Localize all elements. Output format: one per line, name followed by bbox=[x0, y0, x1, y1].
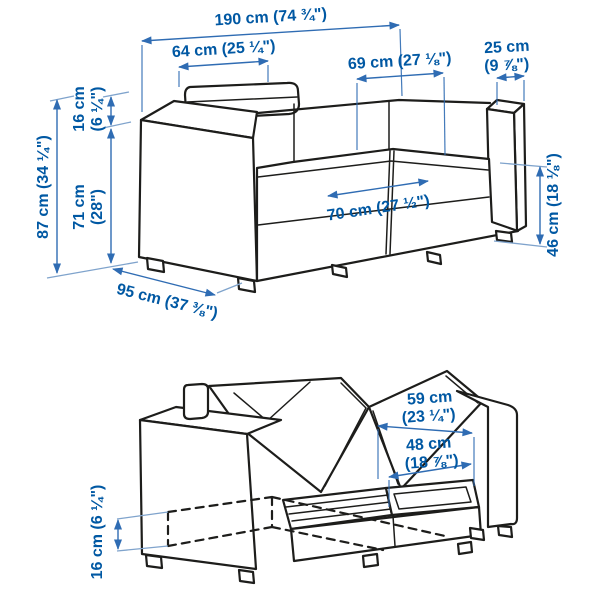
extension-tick bbox=[494, 241, 547, 247]
sofa-closed-view-art bbox=[139, 83, 526, 292]
dim-total-height-label: 87 cm (34 ¼") bbox=[35, 135, 52, 239]
sofa-open-storage-view-art bbox=[140, 371, 517, 583]
extension-tick bbox=[103, 92, 129, 97]
dim-storage-interior-width-label-line2: (18 ⅞") bbox=[404, 452, 460, 473]
left-armrest-front-face bbox=[139, 120, 257, 281]
dim-total-depth-label: 95 cm (37 ⅜") bbox=[114, 280, 220, 323]
dim-line-headrest-width bbox=[179, 61, 268, 67]
dim-headrest-height-label-line1: 16 cm bbox=[71, 86, 88, 132]
left-armrest-foot bbox=[146, 555, 162, 568]
storage-foot bbox=[458, 542, 472, 554]
dim-armrest-height-label-line1: 71 cm bbox=[71, 184, 88, 230]
dim-seat-module-width-label: 69 cm (27 ⅛") bbox=[347, 49, 452, 74]
headrest bbox=[184, 384, 208, 419]
right-armrest-foot bbox=[498, 526, 512, 537]
dim-storage-lid-width-label-line1: 59 cm bbox=[406, 388, 453, 409]
dim-seat-height-label: 46 cm (18 ⅛") bbox=[545, 153, 562, 257]
dim-storage-interior-width-label-line1: 48 cm bbox=[405, 434, 452, 455]
right-armrest-foot bbox=[470, 528, 484, 540]
seat-foot bbox=[332, 265, 347, 277]
dim-storage-height-label: 16 cm (6 ¼") bbox=[89, 484, 106, 580]
dim-seat-depth-label: 70 cm (27 ½") bbox=[325, 192, 431, 225]
dim-headrest-width-label: 64 cm (25 ¼") bbox=[171, 37, 276, 62]
storage-foot bbox=[363, 554, 378, 567]
floor-reference-line bbox=[47, 262, 138, 278]
dim-armrest-width-label-line1: 25 cm bbox=[483, 37, 530, 58]
dim-line-armrest-width bbox=[497, 76, 524, 78]
seat-foot bbox=[427, 252, 441, 264]
dim-storage-lid-width-label-line2: (23 ¼") bbox=[401, 406, 457, 427]
left-armrest-foot bbox=[147, 258, 164, 272]
right-armrest-foot bbox=[496, 231, 512, 242]
left-armrest-foot bbox=[238, 278, 255, 292]
dim-armrest-height-label-line2: (28") bbox=[89, 188, 106, 226]
extension-line bbox=[444, 77, 445, 155]
dim-total-width-label: 190 cm (74 ¾") bbox=[214, 5, 328, 30]
left-armrest-foot bbox=[239, 570, 254, 583]
dim-headrest-height-label-line2: (6 ¼") bbox=[89, 86, 106, 132]
dim-armrest-width-label-line2: (9 ⅞") bbox=[483, 55, 530, 76]
extension-tick bbox=[103, 122, 131, 128]
dim-line-seat-module-width bbox=[357, 73, 443, 79]
